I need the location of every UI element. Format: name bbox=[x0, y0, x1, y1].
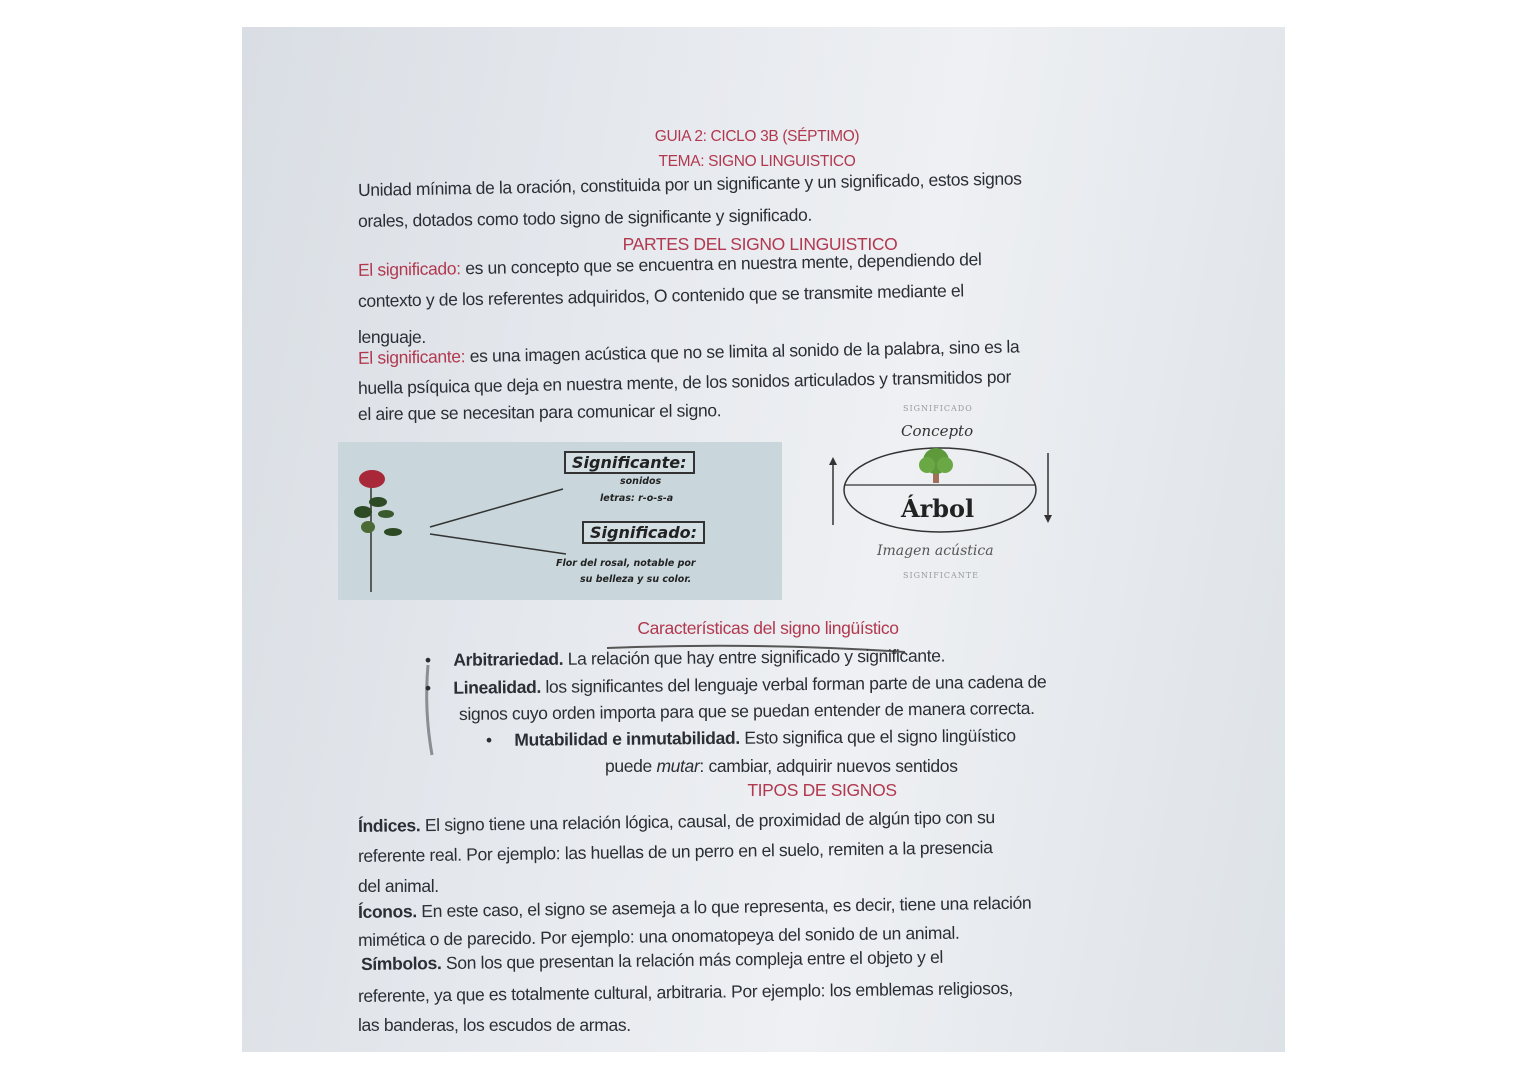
intro-line: orales, dotados como todo signo de significante y significado. bbox=[357, 204, 813, 231]
text: puede bbox=[605, 756, 657, 776]
definition: los significantes del lenguaje verbal forman parte de una cadena de bbox=[540, 671, 1047, 697]
term: Arbitrariedad. bbox=[453, 648, 564, 670]
significado-detail: su belleza y su color. bbox=[580, 574, 692, 585]
intro-line: Unidad mínima de la oración, constituida por un significante y un significado, estos signos bbox=[357, 168, 1022, 200]
significado-line: lenguaje. bbox=[358, 327, 426, 347]
significado-text: es un concepto que se encuentra en nuestra mente, dependiendo del bbox=[460, 249, 982, 279]
linealidad-cont: signos cuyo orden importa para que se puedan entender de manera correcta. bbox=[458, 697, 1035, 724]
rose-illustration bbox=[338, 442, 782, 600]
definition: Esto significa que el signo lingüístico bbox=[739, 725, 1016, 748]
caracteristicas-heading: Características del signo lingüístico bbox=[637, 618, 899, 638]
significado-box: Significado: bbox=[582, 521, 705, 544]
pencil-margin-mark bbox=[418, 660, 442, 760]
term: Linealidad. bbox=[453, 676, 541, 698]
mutabilidad-cont bbox=[605, 756, 958, 777]
topic-title: TEMA: SIGNO LINGUISTICO bbox=[658, 153, 856, 170]
term: Índices. bbox=[357, 815, 421, 836]
tree-diagram bbox=[815, 400, 1065, 590]
significante-box: Significante: bbox=[564, 451, 695, 474]
significado-label: El significado: bbox=[357, 258, 461, 280]
significante-detail: letras: r-o-s-a bbox=[600, 493, 674, 504]
partes-heading: PARTES DEL SIGNO LINGUISTICO bbox=[622, 234, 898, 254]
arrow-to-significado bbox=[430, 534, 566, 554]
simbolos-line: referente, ya que es totalmente cultural, arbitraria. Por ejemplo: los emblemas religiosos, bbox=[357, 978, 1013, 1006]
indices-line: del animal. bbox=[358, 876, 439, 896]
arbol-word: Árbol bbox=[901, 494, 975, 523]
term: Símbolos. bbox=[360, 953, 442, 974]
significante-line: huella psíquica que deja en nuestra mente, de los sonidos articulados y transmitidos por bbox=[357, 366, 1012, 398]
emphasis: mutar bbox=[656, 756, 700, 776]
concepto-label: Concepto bbox=[901, 422, 974, 440]
significante-small-label: SIGNIFICANTE bbox=[903, 571, 979, 580]
iconos-line: mimética o de parecido. Por ejemplo: una onomatopeya del sonido de un animal. bbox=[357, 922, 960, 950]
significado-small-label: SIGNIFICADO bbox=[903, 404, 973, 413]
significante-detail: sonidos bbox=[620, 476, 662, 487]
rose-diagram bbox=[338, 442, 782, 600]
term: Íconos. bbox=[357, 901, 417, 922]
significante-text: es una imagen acústica que no se limita al sonido de la palabra, sino es la bbox=[465, 336, 1020, 367]
text: : cambiar, adquirir nuevos sentidos bbox=[699, 756, 958, 776]
bullet-icon: • bbox=[424, 649, 454, 670]
indices-line: referente real. Por ejemplo: las huellas de un perro en el suelo, remiten a la presencia bbox=[357, 837, 993, 866]
tipos-heading: TIPOS DE SIGNOS bbox=[747, 780, 897, 800]
definition: La relación que hay entre significado y significante. bbox=[563, 645, 946, 669]
simbolos-line: las banderas, los escudos de armas. bbox=[358, 1015, 631, 1035]
significado-detail: Flor del rosal, notable por bbox=[556, 558, 696, 569]
definition: Son los que presentan la relación más compleja entre el objeto y el bbox=[441, 946, 944, 974]
arrow-to-significante bbox=[430, 489, 563, 527]
definition: En este caso, el signo se asemeja a lo que representa, es decir, tiene una relación bbox=[416, 892, 1032, 922]
rose-flower-icon bbox=[359, 470, 385, 488]
guide-title: GUIA 2: CICLO 3B (SÉPTIMO) bbox=[654, 128, 860, 145]
term: Mutabilidad e inmutabilidad. bbox=[514, 727, 740, 750]
significante-line: el aire que se necesitan para comunicar el signo. bbox=[357, 400, 722, 424]
significante-label: El significante: bbox=[357, 346, 466, 368]
bullet-icon: • bbox=[424, 677, 454, 698]
bullet-icon: • bbox=[485, 729, 515, 750]
significado-line: contexto y de los referentes adquiridos, O contenido que se transmite mediante el bbox=[357, 280, 964, 311]
imagen-acustica-label: Imagen acústica bbox=[877, 543, 994, 559]
definition: El signo tiene una relación lógica, causal, de proximidad de algún tipo con su bbox=[420, 807, 995, 836]
